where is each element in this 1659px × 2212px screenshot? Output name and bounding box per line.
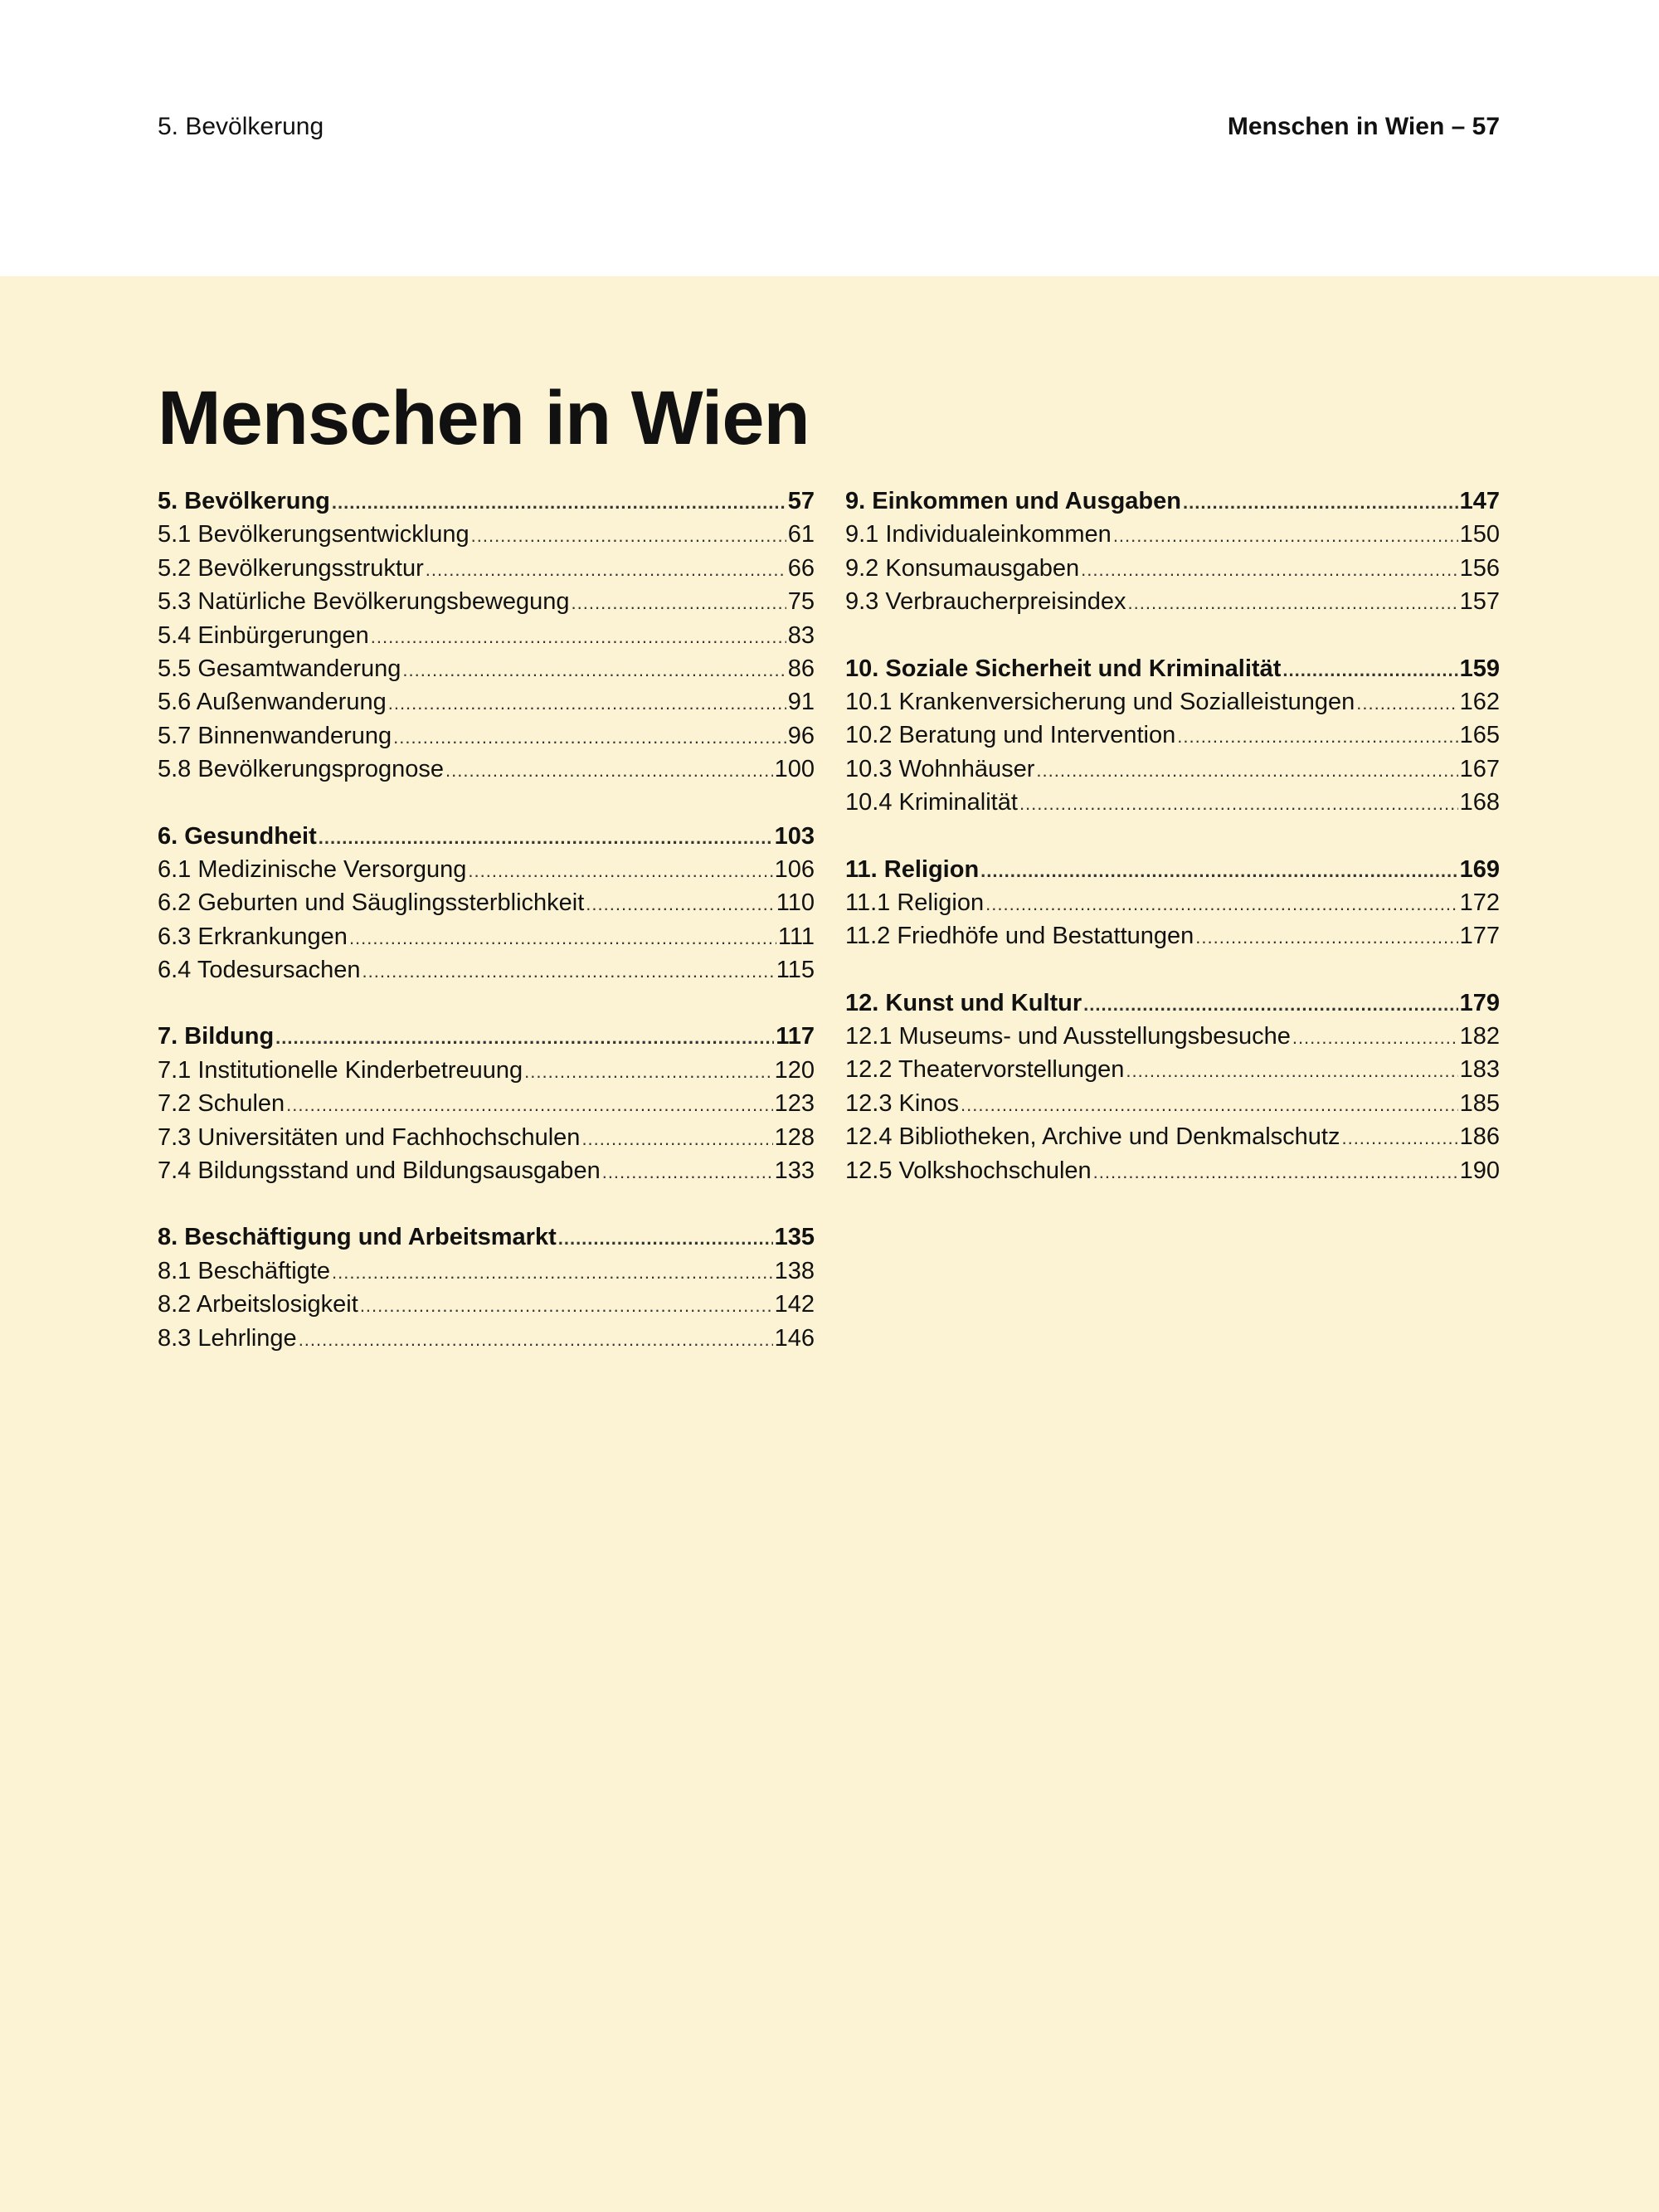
toc-entry-page-number: 185 (1459, 1089, 1500, 1117)
toc-chapter-entry[interactable] (158, 1020, 815, 1053)
toc-entry-label: 12.3 Kinos (845, 1089, 960, 1117)
toc-entry-label: 8.3 Lehrlinge (158, 1324, 297, 1352)
dot-leader (349, 922, 776, 955)
dot-leader (1081, 553, 1457, 587)
toc-entry-label: 9. Einkommen und Ausgaben (845, 488, 1181, 514)
dot-leader (362, 955, 775, 988)
dot-leader (1093, 1156, 1458, 1189)
toc-entry-page-number: 57 (787, 488, 815, 514)
toc-entry-page-number: 117 (776, 1023, 815, 1050)
dot-leader (1292, 1021, 1458, 1055)
toc-entry-page-number: 110 (776, 889, 815, 917)
toc-section-entry[interactable] (845, 1087, 1500, 1120)
toc-chapter-entry[interactable] (845, 853, 1500, 886)
running-header-page: Menschen in Wien – 57 (1227, 113, 1500, 140)
toc-entry-label: 8. Beschäftigung und Arbeitsmarkt (158, 1224, 557, 1251)
toc-entry-page-number: 157 (1459, 588, 1500, 616)
dot-leader (445, 754, 773, 787)
dot-leader (1083, 988, 1457, 1021)
toc-entry-label: 12.4 Bibliotheken, Archive und Denkmalschutz (845, 1123, 1340, 1151)
toc-entry-page-number: 91 (787, 689, 815, 716)
toc-entry-page-number: 162 (1459, 688, 1500, 715)
toc-section-entry[interactable] (158, 1288, 815, 1321)
dot-leader (388, 687, 786, 720)
toc-entry-label: 12.2 Theatervorstellungen (845, 1056, 1125, 1084)
toc-entry-label: 12. Kunst und Kultur (845, 989, 1082, 1016)
toc-entry-label: 7. Bildung (158, 1023, 275, 1050)
toc-entry-page-number: 167 (1459, 755, 1500, 782)
toc-section-entry[interactable] (158, 1054, 815, 1087)
dot-leader (1113, 519, 1458, 553)
toc-section-entry[interactable] (158, 1121, 815, 1154)
toc-section-entry[interactable] (158, 1154, 815, 1187)
toc-entry-label: 5.7 Binnenwanderung (158, 722, 392, 749)
toc-entry-page-number: 182 (1459, 1023, 1500, 1050)
page-title: Menschen in Wien (158, 376, 810, 460)
toc-entry-label: 8.1 Beschäftigte (158, 1257, 330, 1284)
dot-leader (586, 888, 774, 921)
dot-leader (1282, 654, 1457, 687)
toc-section-entry[interactable] (158, 719, 815, 753)
toc-entry-label: 5.2 Bevölkerungsstruktur (158, 554, 424, 582)
dot-leader (393, 721, 786, 754)
toc-section-entry[interactable] (845, 719, 1500, 752)
toc-entry-label: 7.3 Universitäten und Fachhochschulen (158, 1123, 581, 1151)
dot-leader (319, 821, 773, 855)
toc-section-entry[interactable] (845, 886, 1500, 919)
toc-entry-page-number: 186 (1459, 1123, 1500, 1151)
dot-leader (1128, 587, 1458, 620)
toc-section-entry[interactable] (845, 1053, 1500, 1086)
dot-leader (602, 1156, 773, 1189)
dot-leader (332, 1256, 773, 1289)
dot-leader (371, 621, 786, 654)
toc-chapter-group (845, 987, 1500, 1187)
dot-leader (1341, 1122, 1457, 1155)
dot-leader (572, 587, 786, 620)
toc-entry-page-number: 190 (1459, 1157, 1500, 1184)
dot-leader (1356, 687, 1457, 720)
dot-leader (985, 888, 1457, 921)
toc-section-entry[interactable] (845, 518, 1500, 551)
toc-entry-page-number: 83 (787, 621, 815, 649)
toc-entry-label: 10. Soziale Sicherheit und Kriminalität (845, 655, 1282, 682)
toc-entry-label: 6.4 Todesursachen (158, 957, 361, 984)
toc-entry-page-number: 120 (774, 1056, 815, 1084)
toc-entry-label: 5.1 Bevölkerungsentwicklung (158, 521, 469, 548)
toc-section-entry[interactable] (158, 1322, 815, 1355)
toc-section-entry[interactable] (845, 552, 1500, 585)
toc-entry-page-number: 106 (774, 855, 815, 883)
dot-leader (275, 1021, 774, 1055)
toc-entry-page-number: 165 (1459, 722, 1500, 749)
toc-entry-label: 5.6 Außenwanderung (158, 689, 387, 716)
dot-leader (581, 1123, 772, 1156)
dot-leader (1036, 754, 1457, 787)
toc-entry-page-number: 123 (774, 1090, 815, 1118)
page-header (0, 0, 1659, 276)
toc-entry-page-number: 96 (787, 722, 815, 749)
toc-entry-label: 6.1 Medizinische Versorgung (158, 855, 467, 883)
toc-section-entry[interactable] (845, 585, 1500, 618)
toc-entry-label: 11. Religion (845, 855, 980, 883)
toc-section-entry[interactable] (845, 1154, 1500, 1187)
toc-section-entry[interactable] (158, 1255, 815, 1288)
toc-entry-page-number: 156 (1459, 554, 1500, 582)
toc-section-entry[interactable] (158, 853, 815, 886)
toc-entry-page-number: 142 (774, 1291, 815, 1318)
toc-entry-page-number: 147 (1459, 488, 1500, 514)
dot-leader (471, 519, 786, 553)
toc-section-entry[interactable] (158, 552, 815, 585)
toc-entry-label: 7.4 Bildungsstand und Bildungsausgaben (158, 1157, 601, 1185)
toc-entry-label: 12.5 Volkshochschulen (845, 1157, 1092, 1184)
dot-leader (961, 1089, 1458, 1122)
toc-entry-label: 6.3 Erkrankungen (158, 923, 348, 950)
toc-section-entry[interactable] (158, 619, 815, 652)
toc-chapter-entry[interactable] (845, 987, 1500, 1020)
toc-entry-page-number: 168 (1459, 789, 1500, 816)
toc-entry-label: 7.1 Institutionelle Kinderbetreuung (158, 1056, 523, 1084)
toc-section-entry[interactable] (158, 920, 815, 953)
toc-entry-page-number: 66 (787, 554, 815, 582)
toc-entry-page-number: 100 (774, 756, 815, 783)
toc-section-entry[interactable] (158, 953, 815, 987)
toc-chapter-entry[interactable] (158, 1220, 815, 1254)
toc-entry-page-number: 169 (1459, 855, 1500, 883)
toc-entry-page-number: 86 (787, 655, 815, 682)
toc-entry-label: 5. Bevölkerung (158, 488, 330, 514)
toc-entry-label: 10.3 Wohnhäuser (845, 755, 1035, 782)
toc-section-entry[interactable] (845, 685, 1500, 719)
dot-leader (1126, 1055, 1457, 1088)
toc-chapter-group (158, 820, 815, 987)
toc-entry-label: 10.1 Krankenversicherung und Sozialleistungen (845, 688, 1355, 715)
toc-entry-label: 11.2 Friedhöfe und Bestattungen (845, 923, 1194, 950)
toc-entry-label: 6.2 Geburten und Säuglingssterblichkeit (158, 889, 585, 917)
dot-leader (286, 1089, 772, 1122)
toc-entry-page-number: 159 (1459, 655, 1500, 682)
toc-section-entry[interactable] (158, 518, 815, 551)
toc-entry-page-number: 103 (774, 822, 815, 850)
toc-entry-label: 6. Gesundheit (158, 822, 317, 850)
toc-entry-label: 5.4 Einbürgerungen (158, 621, 369, 649)
toc-section-entry[interactable] (158, 685, 815, 719)
toc-entry-page-number: 111 (777, 923, 815, 950)
dot-leader (1177, 720, 1457, 753)
dot-leader (332, 486, 786, 519)
toc-section-entry[interactable] (845, 753, 1500, 786)
toc-entry-label: 11.1 Religion (845, 889, 985, 916)
toc-chapter-group (845, 485, 1500, 619)
toc-chapter-group (158, 1220, 815, 1355)
toc-entry-label: 5.3 Natürliche Bevölkerungsbewegung (158, 588, 570, 616)
toc-entry-page-number: 146 (774, 1324, 815, 1352)
toc-section-entry[interactable] (845, 1020, 1500, 1053)
toc-section-entry[interactable] (845, 1120, 1500, 1153)
toc-section-entry[interactable] (158, 585, 815, 618)
toc-chapter-entry[interactable] (158, 820, 815, 853)
toc-entry-label: 7.2 Schulen (158, 1090, 285, 1118)
toc-chapter-group (845, 853, 1500, 953)
dot-leader (524, 1055, 772, 1089)
toc-entry-page-number: 128 (774, 1123, 815, 1151)
toc-entry-label: 5.8 Bevölkerungsprognose (158, 756, 445, 783)
dot-leader (1183, 486, 1458, 519)
toc-section-entry[interactable] (158, 753, 815, 786)
dot-leader (402, 654, 786, 687)
toc-chapter-group (845, 652, 1500, 820)
dot-leader (299, 1323, 773, 1357)
toc-entry-label: 9.1 Individualeinkommen (845, 521, 1112, 548)
toc-section-entry[interactable] (158, 886, 815, 919)
toc-column-left (158, 485, 815, 1388)
toc-entry-page-number: 138 (774, 1257, 815, 1284)
toc-entry-page-number: 133 (774, 1157, 815, 1185)
toc-entry-label: 8.2 Arbeitslosigkeit (158, 1291, 358, 1318)
toc-entry-label: 5.5 Gesamtwanderung (158, 655, 401, 682)
toc-section-entry[interactable] (158, 652, 815, 685)
toc-entry-page-number: 75 (787, 588, 815, 616)
toc-entry-page-number: 115 (776, 957, 815, 984)
dot-leader (980, 855, 1457, 888)
toc-chapter-group (158, 1020, 815, 1187)
toc-column-right (845, 485, 1500, 1220)
toc-chapter-entry[interactable] (845, 485, 1500, 518)
toc-entry-label: 10.4 Kriminalität (845, 789, 1018, 816)
toc-section-entry[interactable] (158, 1087, 815, 1120)
dot-leader (1195, 921, 1457, 954)
toc-entry-label: 10.2 Beratung und Intervention (845, 722, 1176, 749)
toc-entry-label: 9.2 Konsumausgaben (845, 554, 1080, 582)
toc-chapter-entry[interactable] (845, 652, 1500, 685)
toc-section-entry[interactable] (845, 919, 1500, 953)
toc-entry-label: 12.1 Museums- und Ausstellungsbesuche (845, 1023, 1291, 1050)
toc-entry-page-number: 150 (1459, 521, 1500, 548)
dot-leader (468, 855, 772, 888)
toc-entry-page-number: 61 (787, 521, 815, 548)
dot-leader (360, 1289, 773, 1323)
toc-entry-page-number: 135 (774, 1224, 815, 1251)
dot-leader (426, 553, 786, 587)
running-header-section: 5. Bevölkerung (158, 113, 324, 140)
toc-entry-page-number: 172 (1459, 889, 1500, 916)
dot-leader (1019, 787, 1458, 821)
toc-entry-page-number: 179 (1459, 989, 1500, 1016)
toc-chapter-group (158, 485, 815, 787)
toc-section-entry[interactable] (845, 786, 1500, 819)
toc-chapter-entry[interactable] (158, 485, 815, 518)
dot-leader (558, 1222, 773, 1255)
toc-entry-label: 9.3 Verbraucherpreisindex (845, 588, 1126, 616)
toc-entry-page-number: 177 (1459, 923, 1500, 950)
toc-entry-page-number: 183 (1459, 1056, 1500, 1084)
